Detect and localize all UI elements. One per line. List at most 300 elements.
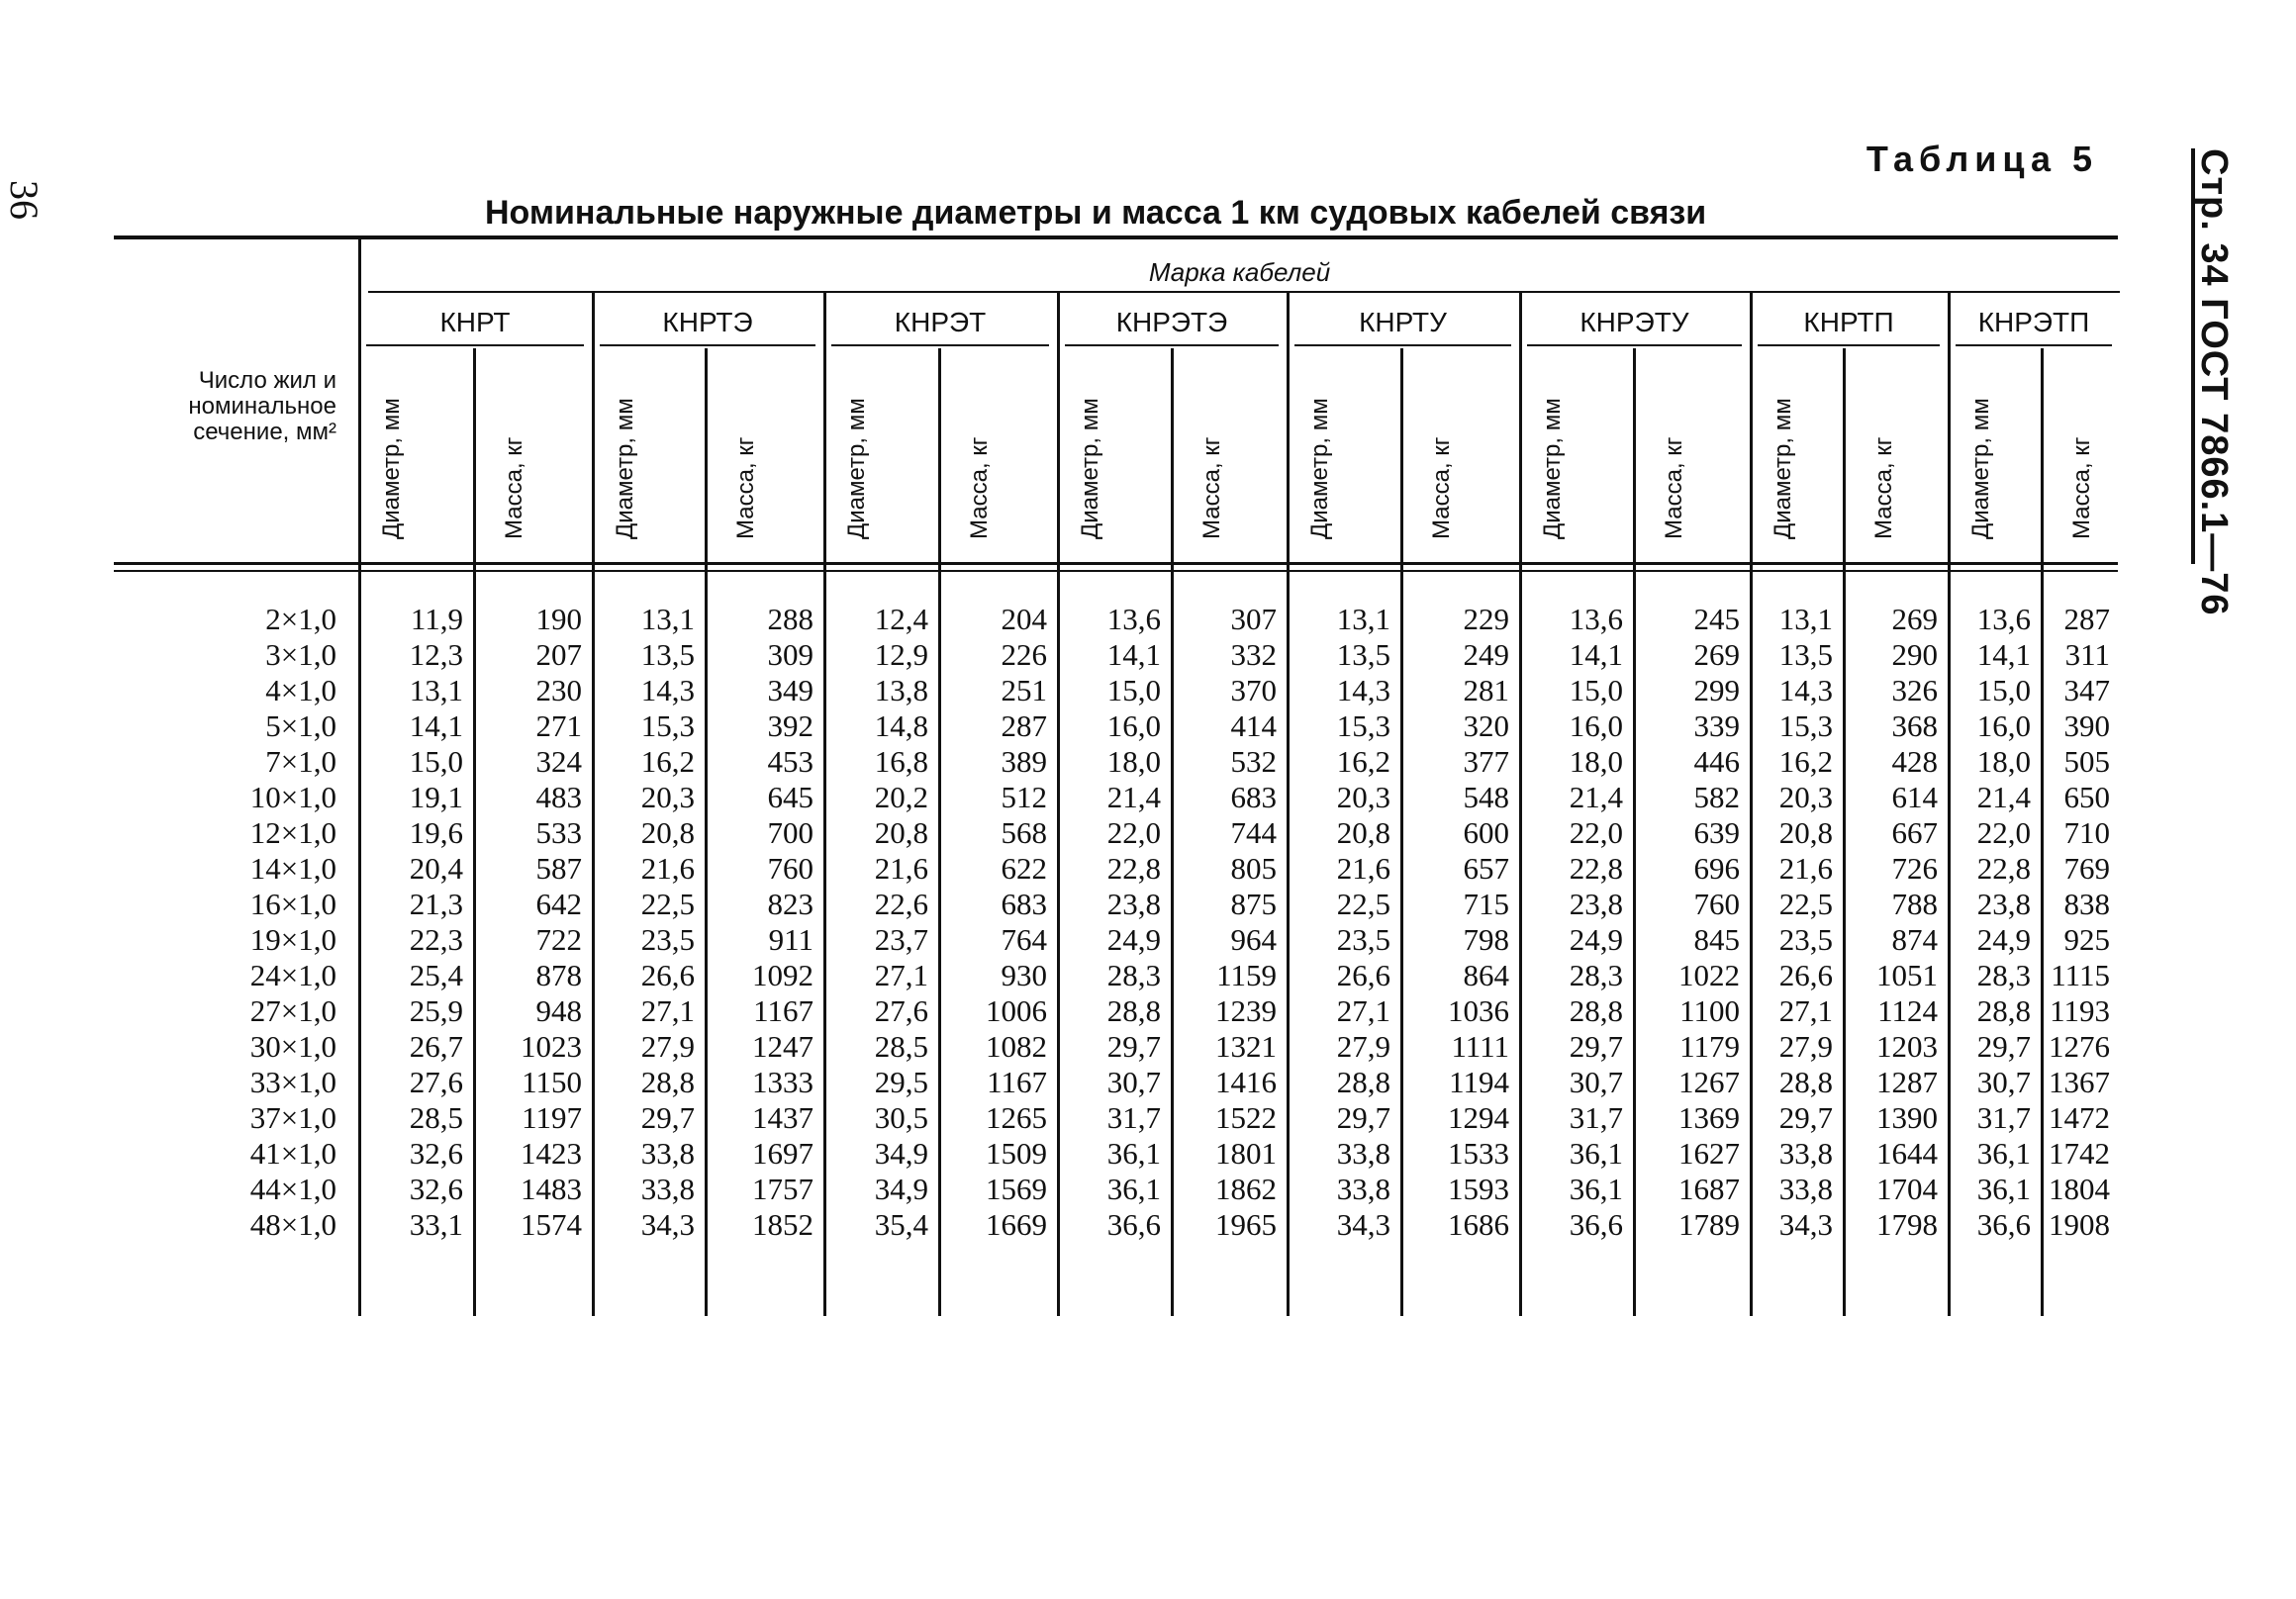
table-cell: 838 <box>2063 887 2110 921</box>
table-cell: 30,7 <box>1569 1065 1623 1099</box>
table-cell: 667 <box>1891 815 1938 850</box>
row-label: 14×1,0 <box>249 851 336 886</box>
table-cell: 23,5 <box>1336 922 1390 957</box>
brand-5: КНРТУ <box>1359 307 1447 337</box>
table-cell: 339 <box>1693 708 1740 743</box>
subhead-mass: Масса, кг <box>1428 436 1455 539</box>
table-cell: 307 <box>1230 602 1277 636</box>
table-cell: 12,4 <box>874 602 928 636</box>
row-label: 10×1,0 <box>249 780 336 814</box>
table-cell: 18,0 <box>1976 744 2031 779</box>
table-cell: 1965 <box>1215 1207 1277 1242</box>
table-cell: 13,5 <box>640 637 695 672</box>
table-cell: 1321 <box>1215 1029 1277 1064</box>
table-cell: 29,7 <box>1778 1100 1833 1135</box>
table-cell: 24,9 <box>1976 922 2031 957</box>
table-cell: 309 <box>767 637 813 672</box>
table-cell: 27,1 <box>874 958 928 992</box>
subhead-mass: Масса, кг <box>2068 436 2095 539</box>
table-cell: 251 <box>1001 673 1047 707</box>
brand-4: КНРЭТЭ <box>1115 307 1228 337</box>
table-cell: 21,6 <box>640 851 695 886</box>
table-cell: 715 <box>1463 887 1509 921</box>
table-cell: 769 <box>2063 851 2110 886</box>
row-label: 4×1,0 <box>265 673 336 707</box>
table-cell: 1203 <box>1876 1029 1938 1064</box>
table-cell: 27,1 <box>1336 993 1390 1028</box>
table-cell: 15,0 <box>1976 673 2031 707</box>
table-cell: 512 <box>1001 780 1047 814</box>
table-cell: 26,6 <box>640 958 695 992</box>
table-cell: 568 <box>1001 815 1047 850</box>
subhead-mass: Масса, кг <box>1661 436 1687 539</box>
table-cell: 930 <box>1001 958 1047 992</box>
table-cell: 505 <box>2063 744 2110 779</box>
table-cell: 18,0 <box>1569 744 1623 779</box>
table-cell: 1023 <box>521 1029 582 1064</box>
table-cell: 29,7 <box>1976 1029 2031 1064</box>
row-label: 48×1,0 <box>249 1207 336 1242</box>
table-cell: 27,6 <box>409 1065 463 1099</box>
table-cell: 722 <box>535 922 582 957</box>
table-cell: 13,6 <box>1106 602 1161 636</box>
subhead-mass: Масса, кг <box>1198 436 1225 539</box>
table-cell: 1533 <box>1448 1136 1509 1171</box>
table-cell: 414 <box>1230 708 1277 743</box>
table-cell: 33,8 <box>640 1136 695 1171</box>
subhead-mass: Масса, кг <box>501 436 527 539</box>
side-header: Стр. 34 ГОСТ 7866.1—76 <box>2193 148 2235 616</box>
table-cell: 1197 <box>522 1100 582 1135</box>
table-cell: 230 <box>535 673 582 707</box>
brand-underline-2 <box>600 344 815 346</box>
table-cell: 21,4 <box>1976 780 2031 814</box>
table-cell: 878 <box>535 958 582 992</box>
table-cell: 28,5 <box>874 1029 928 1064</box>
table-cell: 20,8 <box>640 815 695 850</box>
table-cell: 1006 <box>986 993 1047 1028</box>
subhead-mass: Масса, кг <box>966 436 993 539</box>
table-cell: 1804 <box>2049 1172 2110 1206</box>
table-title: Номинальные наружные диаметры и масса 1 км судовых кабелей связи <box>485 194 1707 232</box>
table-cell: 21,4 <box>1569 780 1623 814</box>
table-cell: 28,8 <box>1106 993 1161 1028</box>
table-cell: 1159 <box>1216 958 1277 992</box>
table-cell: 287 <box>2063 602 2110 636</box>
table-cell: 28,8 <box>640 1065 695 1099</box>
table-cell: 28,8 <box>1336 1065 1390 1099</box>
table-cell: 14,1 <box>409 708 463 743</box>
table-cell: 1789 <box>1678 1207 1740 1242</box>
table-cell: 639 <box>1693 815 1740 850</box>
table-cell: 392 <box>767 708 813 743</box>
table-cell: 34,3 <box>640 1207 695 1242</box>
table-cell: 36,1 <box>1569 1172 1623 1206</box>
table-cell: 28,3 <box>1976 958 2031 992</box>
table-cell: 622 <box>1001 851 1047 886</box>
row-label: 30×1,0 <box>249 1029 336 1064</box>
table-cell: 31,7 <box>1106 1100 1161 1135</box>
brand-underline-7 <box>1758 344 1940 346</box>
table-cell: 1239 <box>1215 993 1277 1028</box>
table-cell: 428 <box>1891 744 1938 779</box>
table-cell: 614 <box>1891 780 1938 814</box>
table-cell: 349 <box>767 673 813 707</box>
table-cell: 311 <box>2064 637 2110 672</box>
table-cell: 1569 <box>986 1172 1047 1206</box>
table-cell: 288 <box>767 602 813 636</box>
table-cell: 1051 <box>1876 958 1938 992</box>
brand-rule <box>368 291 2120 293</box>
table-cell: 1333 <box>752 1065 813 1099</box>
table-cell: 23,8 <box>1569 887 1623 921</box>
table-cell: 875 <box>1230 887 1277 921</box>
table-cell: 23,5 <box>640 922 695 957</box>
table-cell: 36,1 <box>1976 1172 2031 1206</box>
table-cell: 23,5 <box>1778 922 1833 957</box>
table-cell: 27,9 <box>1778 1029 1833 1064</box>
table-cell: 798 <box>1463 922 1509 957</box>
table-cell: 28,3 <box>1106 958 1161 992</box>
table-cell: 13,1 <box>1336 602 1390 636</box>
table-cell: 1111 <box>1451 1029 1509 1064</box>
table-cell: 533 <box>535 815 582 850</box>
table-cell: 964 <box>1230 922 1277 957</box>
table-cell: 600 <box>1463 815 1509 850</box>
table-cell: 1574 <box>521 1207 582 1242</box>
subhead-diameter: Диаметр, мм <box>1967 398 1994 539</box>
table-cell: 14,3 <box>1778 673 1833 707</box>
table-cell: 24,9 <box>1106 922 1161 957</box>
table-cell: 21,6 <box>1778 851 1833 886</box>
table-cell: 27,1 <box>640 993 695 1028</box>
table-cell: 35,4 <box>874 1207 928 1242</box>
table-cell: 696 <box>1693 851 1740 886</box>
row-label: 41×1,0 <box>249 1136 336 1171</box>
table-cell: 657 <box>1463 851 1509 886</box>
brand-6: КНРЭТУ <box>1579 307 1689 337</box>
table-cell: 1022 <box>1678 958 1740 992</box>
table-cell: 22,5 <box>640 887 695 921</box>
table-cell: 1416 <box>1215 1065 1277 1099</box>
table-cell: 13,1 <box>640 602 695 636</box>
table-cell: 290 <box>1891 637 1938 672</box>
table-cell: 207 <box>535 637 582 672</box>
subhead-diameter: Диаметр, мм <box>1770 398 1796 539</box>
row-label: 19×1,0 <box>249 922 336 957</box>
table-cell: 845 <box>1693 922 1740 957</box>
table-cell: 446 <box>1693 744 1740 779</box>
table-cell: 347 <box>2063 673 2110 707</box>
table-cell: 31,7 <box>1976 1100 2031 1135</box>
table-cell: 22,8 <box>1569 851 1623 886</box>
table-cell: 28,8 <box>1976 993 2031 1028</box>
table-cell: 16,2 <box>1336 744 1390 779</box>
row-label: 37×1,0 <box>249 1100 336 1135</box>
table-cell: 12,3 <box>409 637 463 672</box>
table-cell: 19,6 <box>409 815 463 850</box>
table-cell: 1483 <box>521 1172 582 1206</box>
brand-8: КНРЭТП <box>1977 307 2090 337</box>
table-cell: 1757 <box>752 1172 813 1206</box>
table-cell: 271 <box>535 708 582 743</box>
brand-underline-8 <box>1956 344 2112 346</box>
table-cell: 22,5 <box>1336 887 1390 921</box>
table-cell: 683 <box>1001 887 1047 921</box>
table-cell: 15,3 <box>1336 708 1390 743</box>
table-cell: 1644 <box>1876 1136 1938 1171</box>
table-cell: 26,7 <box>409 1029 463 1064</box>
table-cell: 864 <box>1463 958 1509 992</box>
table-cell: 34,9 <box>874 1136 928 1171</box>
table-cell: 36,1 <box>1976 1136 2031 1171</box>
table-cell: 1862 <box>1215 1172 1277 1206</box>
table-cell: 26,6 <box>1336 958 1390 992</box>
table-cell: 332 <box>1230 637 1277 672</box>
table-cell: 483 <box>535 780 582 814</box>
table-cell: 1276 <box>2049 1029 2110 1064</box>
table-cell: 36,6 <box>1569 1207 1623 1242</box>
table-cell: 23,8 <box>1976 887 2031 921</box>
table-cell: 20,4 <box>409 851 463 886</box>
page-number: 36 <box>2 180 47 220</box>
table-cell: 22,8 <box>1106 851 1161 886</box>
table-cell: 14,3 <box>1336 673 1390 707</box>
table-cell: 368 <box>1891 708 1938 743</box>
table-cell: 281 <box>1463 673 1509 707</box>
table-cell: 36,6 <box>1106 1207 1161 1242</box>
table-cell: 532 <box>1230 744 1277 779</box>
table-cell: 15,0 <box>409 744 463 779</box>
table-cell: 1294 <box>1448 1100 1509 1135</box>
table-cell: 24,9 <box>1569 922 1623 957</box>
table-cell: 20,8 <box>1336 815 1390 850</box>
table-cell: 14,1 <box>1976 637 2031 672</box>
table-cell: 287 <box>1001 708 1047 743</box>
table-cell: 1908 <box>2049 1207 2110 1242</box>
table-cell: 33,8 <box>1778 1172 1833 1206</box>
table-cell: 14,1 <box>1106 637 1161 672</box>
table-cell: 587 <box>535 851 582 886</box>
table-cell: 642 <box>535 887 582 921</box>
table-cell: 13,1 <box>1778 602 1833 636</box>
table-cell: 13,1 <box>409 673 463 707</box>
table-cell: 1798 <box>1876 1207 1938 1242</box>
brand-underline-5 <box>1294 344 1511 346</box>
brand-header: Марка кабелей <box>1148 257 1331 287</box>
subhead-diameter: Диаметр, мм <box>1306 398 1333 539</box>
subhead-diameter: Диаметр, мм <box>1539 398 1566 539</box>
table-cell: 1193 <box>2050 993 2110 1028</box>
brand-7: КНРТП <box>1803 307 1894 337</box>
table-cell: 1704 <box>1876 1172 1938 1206</box>
table-cell: 269 <box>1693 637 1740 672</box>
table-cell: 16,2 <box>640 744 695 779</box>
table-cell: 1194 <box>1449 1065 1509 1099</box>
table-cell: 582 <box>1693 780 1740 814</box>
table-cell: 14,8 <box>874 708 928 743</box>
table-cell: 245 <box>1693 602 1740 636</box>
table-cell: 33,8 <box>640 1172 695 1206</box>
table-cell: 27,9 <box>640 1029 695 1064</box>
table-cell: 33,1 <box>409 1207 463 1242</box>
table-cell: 823 <box>767 887 813 921</box>
table-cell: 15,3 <box>1778 708 1833 743</box>
table-cell: 1247 <box>752 1029 813 1064</box>
table-cell: 1167 <box>987 1065 1047 1099</box>
table-cell: 29,7 <box>640 1100 695 1135</box>
table-cell: 1036 <box>1448 993 1509 1028</box>
table-cell: 22,6 <box>874 887 928 921</box>
table-cell: 1686 <box>1448 1207 1509 1242</box>
table-cell: 36,1 <box>1106 1136 1161 1171</box>
table-cell: 874 <box>1891 922 1938 957</box>
table-cell: 22,3 <box>409 922 463 957</box>
table-cell: 16,0 <box>1976 708 2031 743</box>
brand-3: КНРЭТ <box>894 307 987 337</box>
table-cell: 650 <box>2063 780 2110 814</box>
table-cell: 1082 <box>986 1029 1047 1064</box>
table-cell: 21,4 <box>1106 780 1161 814</box>
table-cell: 16,0 <box>1106 708 1161 743</box>
table-cell: 30,7 <box>1976 1065 2031 1099</box>
table-cell: 1627 <box>1678 1136 1740 1171</box>
table-cell: 760 <box>767 851 813 886</box>
table-cell: 12,9 <box>874 637 928 672</box>
table-cell: 1390 <box>1876 1100 1938 1135</box>
table-cell: 11,9 <box>410 602 463 636</box>
table-cell: 15,0 <box>1569 673 1623 707</box>
table-cell: 22,0 <box>1106 815 1161 850</box>
table-cell: 32,6 <box>409 1172 463 1206</box>
table-cell: 20,3 <box>1336 780 1390 814</box>
table-cell: 326 <box>1891 673 1938 707</box>
table-cell: 26,6 <box>1778 958 1833 992</box>
brand-underline-6 <box>1527 344 1742 346</box>
table-cell: 13,6 <box>1976 602 2031 636</box>
table-cell: 13,8 <box>874 673 928 707</box>
table-cell: 1150 <box>522 1065 582 1099</box>
row-label-header: Число жил и номинальное сечение, мм² <box>188 367 336 445</box>
subhead-mass: Масса, кг <box>732 436 759 539</box>
row-label: 44×1,0 <box>249 1172 336 1206</box>
table-cell: 30,7 <box>1106 1065 1161 1099</box>
table-cell: 453 <box>767 744 813 779</box>
table-cell: 249 <box>1463 637 1509 672</box>
table-cell: 1437 <box>752 1100 813 1135</box>
brand-2: КНРТЭ <box>662 307 753 337</box>
table-cell: 389 <box>1001 744 1047 779</box>
table-cell: 1115 <box>2051 958 2110 992</box>
subhead-diameter: Диаметр, мм <box>843 398 870 539</box>
rule-header-bottom-2 <box>114 570 2118 572</box>
table-cell: 27,1 <box>1778 993 1833 1028</box>
table-cell: 13,6 <box>1569 602 1623 636</box>
table-cell: 19,1 <box>409 780 463 814</box>
brand-underline-4 <box>1065 344 1279 346</box>
table-cell: 34,3 <box>1336 1207 1390 1242</box>
table-cell: 760 <box>1693 887 1740 921</box>
table-cell: 21,3 <box>409 887 463 921</box>
table-cell: 1687 <box>1678 1172 1740 1206</box>
subhead-diameter: Диаметр, мм <box>612 398 638 539</box>
brand-underline-1 <box>366 344 584 346</box>
row-label: 27×1,0 <box>249 993 336 1028</box>
table-cell: 22,0 <box>1569 815 1623 850</box>
table-cell: 390 <box>2063 708 2110 743</box>
table-cell: 25,9 <box>409 993 463 1028</box>
table-cell: 370 <box>1230 673 1277 707</box>
table-cell: 1265 <box>986 1100 1047 1135</box>
table-cell: 548 <box>1463 780 1509 814</box>
table-cell: 726 <box>1891 851 1938 886</box>
table-cell: 683 <box>1230 780 1277 814</box>
table-cell: 29,7 <box>1336 1100 1390 1135</box>
subhead-mass: Масса, кг <box>1870 436 1897 539</box>
table-cell: 33,8 <box>1336 1172 1390 1206</box>
table-cell: 320 <box>1463 708 1509 743</box>
table-cell: 25,4 <box>409 958 463 992</box>
row-label: 2×1,0 <box>265 602 336 636</box>
table-cell: 28,5 <box>409 1100 463 1135</box>
row-label: 5×1,0 <box>265 708 336 743</box>
table-cell: 30,5 <box>874 1100 928 1135</box>
table-cell: 16,0 <box>1569 708 1623 743</box>
table-cell: 34,9 <box>874 1172 928 1206</box>
row-label: 24×1,0 <box>249 958 336 992</box>
table-cell: 925 <box>2063 922 2110 957</box>
table-cell: 33,8 <box>1336 1136 1390 1171</box>
table-cell: 27,6 <box>874 993 928 1028</box>
table-cell: 190 <box>535 602 582 636</box>
table-cell: 28,8 <box>1778 1065 1833 1099</box>
table-cell: 744 <box>1230 815 1277 850</box>
table-label: Таблица 5 <box>1866 139 2098 179</box>
table-cell: 22,8 <box>1976 851 2031 886</box>
table-cell: 1742 <box>2049 1136 2110 1171</box>
brand-underline-3 <box>831 344 1049 346</box>
table-cell: 15,3 <box>640 708 695 743</box>
table-cell: 14,3 <box>640 673 695 707</box>
row-label: 7×1,0 <box>265 744 336 779</box>
table-cell: 20,8 <box>1778 815 1833 850</box>
table-cell: 805 <box>1230 851 1277 886</box>
table-cell: 20,3 <box>640 780 695 814</box>
table-cell: 29,7 <box>1569 1029 1623 1064</box>
table-cell: 16,8 <box>874 744 928 779</box>
table-cell: 20,2 <box>874 780 928 814</box>
table-cell: 1509 <box>986 1136 1047 1171</box>
table-cell: 22,5 <box>1778 887 1833 921</box>
table-cell: 226 <box>1001 637 1047 672</box>
table-cell: 1472 <box>2049 1100 2110 1135</box>
table-cell: 204 <box>1001 602 1047 636</box>
table-cell: 1100 <box>1679 993 1740 1028</box>
table-cell: 269 <box>1891 602 1938 636</box>
table-cell: 299 <box>1693 673 1740 707</box>
table-cell: 13,5 <box>1778 637 1833 672</box>
table-cell: 29,7 <box>1106 1029 1161 1064</box>
table-cell: 36,1 <box>1106 1172 1161 1206</box>
table-cell: 1852 <box>752 1207 813 1242</box>
table-cell: 23,8 <box>1106 887 1161 921</box>
table-cell: 700 <box>767 815 813 850</box>
table-cell: 20,8 <box>874 815 928 850</box>
table-cell: 28,3 <box>1569 958 1623 992</box>
table-cell: 229 <box>1463 602 1509 636</box>
rule-top <box>114 235 2118 239</box>
table-cell: 20,3 <box>1778 780 1833 814</box>
